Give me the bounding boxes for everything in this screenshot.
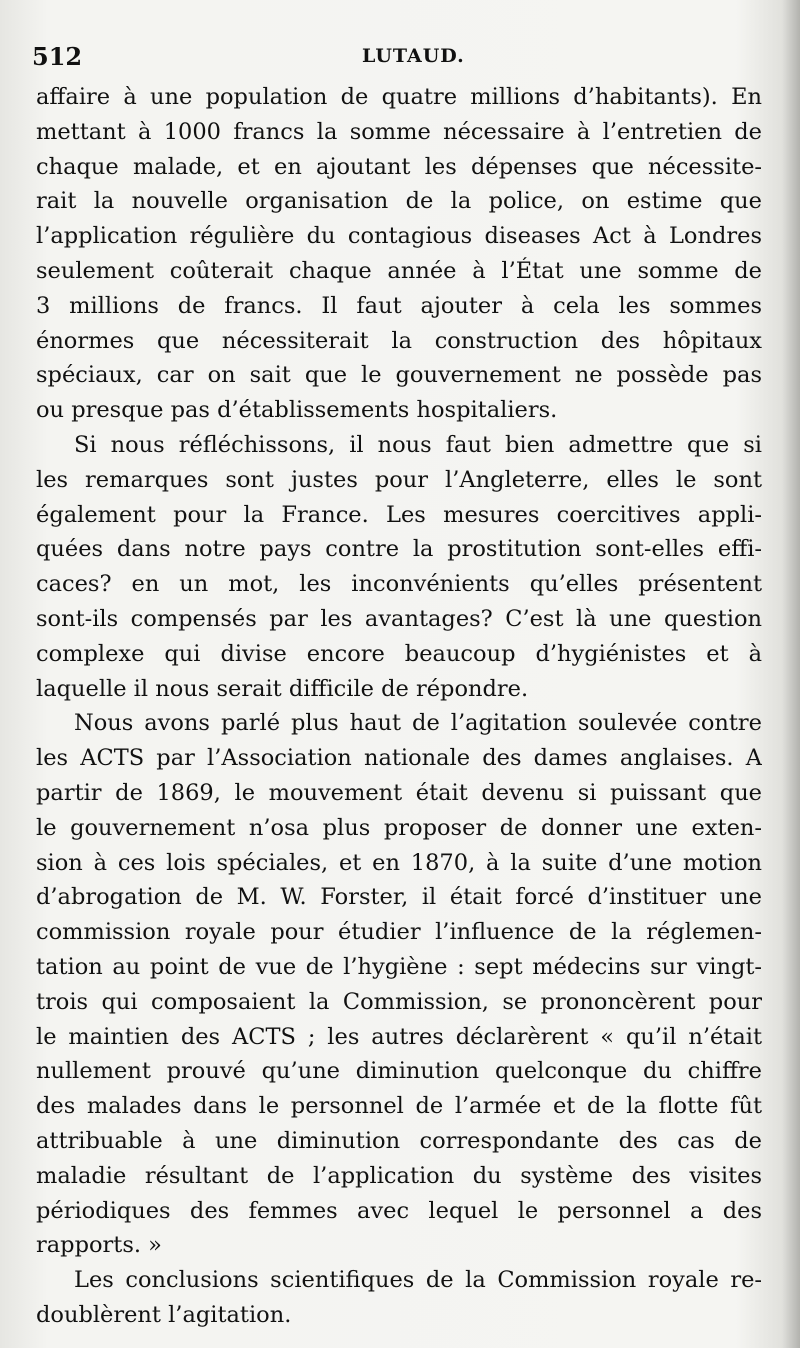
text-line: énormes que nécessiterait la construction des hôpitaux — [36, 327, 762, 354]
text-line: laquelle il nous serait difficile de répondre. — [36, 675, 529, 702]
text-line: commission royale pour étudier l’influence de la réglemen- — [36, 919, 762, 946]
running-head: LUTAUD. — [362, 45, 465, 67]
text-line: caces? en un mot, les inconvénients qu’elles présentent — [36, 571, 762, 598]
text-line: affaire à une population de quatre millions d’habitants). En — [36, 84, 762, 110]
text-line: partir de 1869, le mouvement était devenu si puissant que — [36, 779, 762, 806]
body-text — [36, 80, 762, 1333]
text-line: spéciaux, car on sait que le gouvernement ne possède pas — [36, 362, 762, 389]
text-line: tation au point de vue de l’hygiène : sept médecins sur vingt- — [36, 953, 762, 980]
text-line: d’abrogation de M. W. Forster, il était forcé d’instituer une — [36, 884, 762, 911]
text-line: complexe qui divise encore beaucoup d’hygiénistes et à — [36, 640, 762, 667]
text-line: doublèrent l’agitation. — [36, 1301, 292, 1328]
text-line: rait la nouvelle organisation de la police, on estime que — [36, 188, 762, 215]
page-edge-shadow — [782, 0, 800, 1348]
text-line: trois qui composaient la Commission, se prononcèrent pour — [36, 988, 762, 1015]
text-line: ou presque pas d’établissements hospitaliers. — [36, 397, 558, 424]
text-line: nullement prouvé qu’une diminution quelconque du chiffre — [36, 1058, 762, 1085]
text-line: le maintien des ACTS ; les autres déclarèrent « qu’il n’était — [36, 1023, 762, 1050]
page-header — [32, 42, 762, 76]
text-line: l’application régulière du contagious diseases Act à Londres — [36, 223, 762, 250]
text-line: le gouvernement n’osa plus proposer de donner une exten- — [36, 814, 762, 841]
text-line: Si nous réfléchissons, il nous faut bien admettre que si — [74, 431, 762, 458]
text-line: quées dans notre pays contre la prostitution sont-elles effi- — [36, 536, 762, 563]
text-line: Les conclusions scientifiques de la Commission royale re- — [74, 1267, 762, 1294]
text-line: périodiques des femmes avec lequel le personnel a des — [36, 1197, 762, 1224]
text-line: également pour la France. Les mesures coercitives appli- — [36, 501, 762, 528]
text-line: Nous avons parlé plus haut de l’agitation soulevée contre — [74, 710, 762, 737]
text-line: attribuable à une diminution correspondante des cas de — [36, 1127, 762, 1154]
text-line: rapports. » — [36, 1232, 162, 1259]
text-line: seulement coûterait chaque année à l’État une somme de — [36, 257, 762, 284]
text-line: sion à ces lois spéciales, et en 1870, à la suite d’une motion — [36, 849, 762, 876]
page-number: 512 — [32, 42, 83, 71]
text-line: des malades dans le personnel de l’armée et de la flotte fût — [36, 1093, 762, 1120]
text-line: les ACTS par l’Association nationale des dames anglaises. A — [36, 745, 762, 772]
text-line: les remarques sont justes pour l’Angleterre, elles le sont — [36, 466, 762, 493]
text-line: 3 millions de francs. Il faut ajouter à cela les sommes — [36, 292, 762, 319]
text-line: sont-ils compensés par les avantages? C’est là une question — [36, 605, 762, 632]
text-line: chaque malade, et en ajoutant les dépenses que nécessite- — [36, 153, 762, 180]
text-line: maladie résultant de l’application du système des visites — [36, 1162, 762, 1189]
text-line: mettant à 1000 francs la somme nécessaire à l’entretien de — [36, 118, 762, 145]
